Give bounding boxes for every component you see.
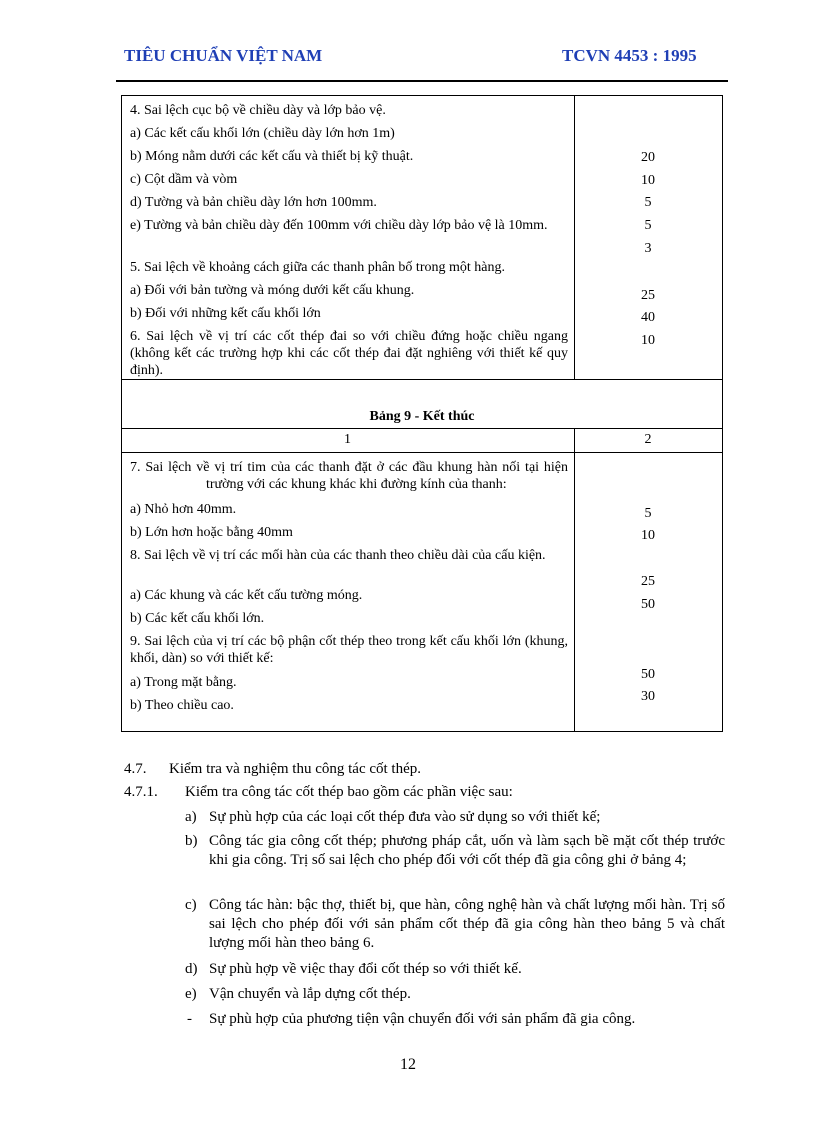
table-row: a) Đối với bản tường và móng dưới kết cấu khung. <box>130 283 415 298</box>
list-item: Sự phù hợp về việc thay đổi cốt thép so với thiết kế. <box>209 961 522 977</box>
table-row: c) Cột dầm và vòm <box>130 172 238 187</box>
table-row: 7. Sai lệch về vị trí tim của các thanh đặt ở các đầu khung hàn nối tại hiện <box>130 460 568 475</box>
subsection-number: 4.7.1. <box>124 784 158 800</box>
table-row: b) Các kết cấu khối lớn. <box>130 611 265 626</box>
table-row: a) Trong mặt bằng. <box>130 675 237 690</box>
table-row: e) Tường và bản chiều dày đến 100mm với chiều dày lớp bảo vệ là 10mm. <box>130 218 548 233</box>
column-header-1: 1 <box>344 432 351 447</box>
table-value: 3 <box>644 241 652 256</box>
table-value: 5 <box>644 195 652 210</box>
table-row: 8. Sai lệch về vị trí các mối hàn của các thanh theo chiều dài của cấu kiện. <box>130 548 546 563</box>
table-value: 25 <box>641 288 655 303</box>
table-row: b) Lớn hơn hoặc bằng 40mm <box>130 525 293 540</box>
section-heading: Kiểm tra và nghiệm thu công tác cốt thép. <box>169 761 422 777</box>
table-value: 5 <box>644 218 652 233</box>
list-marker: a) <box>185 809 197 825</box>
table-value: 10 <box>641 173 655 188</box>
list-marker: e) <box>185 986 197 1002</box>
page-number: 12 <box>400 1056 416 1073</box>
table-value: 50 <box>641 667 655 682</box>
header-standard-title: TIÊU CHUẨN VIỆT NAM <box>124 46 323 65</box>
list-item: Sự phù hợp của các loại cốt thép đưa vào sử dụng so với thiết kế; <box>209 809 601 825</box>
table-row: b) Móng nằm dưới các kết cấu và thiết bị kỹ thuật. <box>130 149 414 164</box>
table-value: 10 <box>641 528 655 543</box>
list-marker: - <box>187 1011 192 1027</box>
subsection-text: Kiểm tra công tác cốt thép bao gồm các phần việc sau: <box>185 784 513 800</box>
table-row: 9. Sai lệch của vị trí các bộ phận cốt thép theo trong kết cấu khối lớn (khung, khối, dàn) so với thiết kế: <box>130 634 568 666</box>
list-marker: b) <box>185 833 198 849</box>
table-value: 10 <box>641 333 655 348</box>
table-value: 25 <box>641 574 655 589</box>
list-item: Công tác gia công cốt thép; phương pháp cắt, uốn và làm sạch bề mặt cốt thép trước khi gia công. Trị số sai lệch cho phép đối với cốt thép đã gia công ghi ở bảng 4; <box>209 833 725 868</box>
table-value: 30 <box>641 689 655 704</box>
header-rule <box>116 80 728 82</box>
table-value: 40 <box>641 310 655 325</box>
table-row: a) Các khung và các kết cấu tường móng. <box>130 588 363 603</box>
table-row: 4. Sai lệch cục bộ về chiều dày và lớp bảo vệ. <box>130 103 386 118</box>
table-row: b) Đối với những kết cấu khối lớn <box>130 306 321 321</box>
table-row: a) Nhỏ hơn 40mm. <box>130 502 237 517</box>
list-marker: d) <box>185 961 198 977</box>
list-item: Vận chuyển và lắp dựng cốt thép. <box>209 986 411 1002</box>
column-header-2: 2 <box>644 432 652 447</box>
table-row: d) Tường và bản chiều dày lớn hơn 100mm. <box>130 195 377 210</box>
table-value: 20 <box>641 150 655 165</box>
list-item: Công tác hàn: bậc thợ, thiết bị, que hàn, công nghệ hàn và chất lượng mối hàn. Trị số sai lệch cho phép đối với sản phẩm cốt thép đã gia công hàn theo bảng 5 và chất lượng mối hàn theo bảng 6. <box>209 897 725 951</box>
list-marker: c) <box>185 897 197 913</box>
section-number: 4.7. <box>124 761 147 777</box>
list-item: Sự phù hợp của phương tiện vận chuyển đối với sản phẩm đã gia công. <box>209 1011 636 1027</box>
table-row: trường với các khung khác khi đường kính của thanh: <box>206 477 507 492</box>
table-row: 6. Sai lệch về vị trí các cốt thép đai so với chiều đứng hoặc chiều ngang (không kết các trường hợp khi các cốt thép đai đặt nghiêng với thiết kế quy định). <box>130 329 568 378</box>
table-row: 5. Sai lệch về khoảng cách giữa các thanh phân bố trong một hàng. <box>130 260 505 275</box>
table-row: b) Theo chiều cao. <box>130 698 234 713</box>
table-value: 5 <box>644 506 652 521</box>
table-value: 50 <box>641 597 655 612</box>
table-row: a) Các kết cấu khối lớn (chiều dày lớn hơn 1m) <box>130 126 395 141</box>
table-caption: Bảng 9 - Kết thúc <box>369 409 475 424</box>
header-standard-code: TCVN 4453 : 1995 <box>562 46 697 65</box>
